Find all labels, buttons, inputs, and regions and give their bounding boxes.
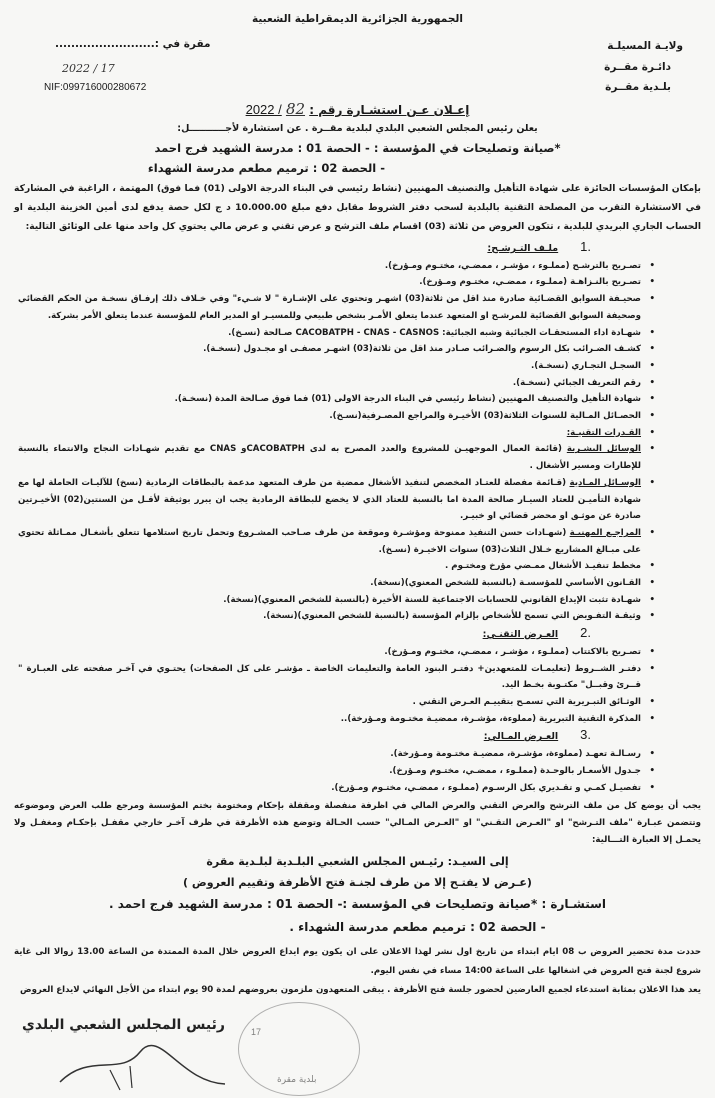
list-item-text: جـدول الأسعـار بالوحـدة (مملـوء ، ممضـي، مختـوم ومـؤرخ). bbox=[389, 765, 641, 776]
document-list-item bbox=[18, 425, 701, 442]
list-item-text: السجـل التجـاري (نسخـة). bbox=[531, 360, 641, 371]
document-list-item bbox=[18, 558, 701, 575]
stamp-number: 17 bbox=[251, 1027, 262, 1038]
list-item-text: الحصـائل المـالية للسنوات الثلاثة(03) الأخيـرة والمراجع المصـرفية(نسـخ). bbox=[329, 411, 641, 422]
list-item-label: القـدرات التقنيـة: bbox=[566, 427, 641, 438]
announcement-number: 82 bbox=[285, 100, 306, 118]
list-item-text: الوثـائق التبـريرية التي تسمـح بتقييـم العـرض التقني . bbox=[412, 696, 641, 707]
document-list-item bbox=[18, 644, 701, 661]
list-item-label: المراجـع المهنيـة bbox=[569, 527, 641, 538]
list-item-text: شهـادة تثبت الإيداع القانوني للحسابات الاجتماعية للسنة الأخيرة (بالنسبة للشخص المعنوي)(نسخة). bbox=[223, 594, 641, 605]
section-title: ملـف التـرشـح: bbox=[487, 243, 559, 254]
document-list-item bbox=[18, 274, 701, 291]
list-item-label: الوسائل البشـرية bbox=[566, 444, 641, 455]
announcement-intro: يعلن رئيس المجلس الشعبي البلدي لبلدية مقــرة . عن استشارة لأجـــــــــــل: bbox=[177, 123, 538, 134]
document-list-item bbox=[18, 711, 701, 728]
document-list-item bbox=[18, 408, 701, 425]
section-title: العـرض المـالي: bbox=[483, 731, 559, 743]
list-item-text: رقم التعريف الجبائي (نسخـة). bbox=[512, 377, 641, 388]
document-list-item bbox=[18, 325, 701, 342]
section-number: 1. bbox=[580, 239, 591, 254]
list-item-text: مخطط تنفيـذ الأشغال ممـضي مؤرخ ومختـوم . bbox=[445, 561, 641, 572]
list-item-text: دفتـر الشــروط (تعليمـات للمتعهدين+ دفتـر البنود العامة والتعليمات الخاصة ـ مؤشـر على كل الصفحات) يحتـوي في آخـر صفحته على العبـارة " قــرئ وقبــل" مكتـوبة بخـط اليد. bbox=[18, 663, 641, 691]
section-heading bbox=[18, 727, 701, 746]
list-item-text: تصـريح بالترشـح (مملـوء ، مؤشـر ، ممضـي، مختـوم ومـؤرخ). bbox=[384, 260, 641, 271]
list-item-text: القـانون الأساسي للمؤسسـة (بالنسبة للشخص المعنوي)(نسخة). bbox=[370, 578, 641, 589]
body-content bbox=[14, 179, 701, 1098]
announcement-year: / 2022 bbox=[245, 102, 282, 117]
eligibility-paragraph: بإمكان المؤسسات الحائزة على شهادة التأهيل والتصنيف المهنيين (نشاط رئيسي في البناء الدرجة الاولى (01) فما فوق) المهتمة ، الراغبة في المشاركة في الاستشارة التقرب من المصلحة التقنية بالبلدية لسحب دفتر الشروط مقابل دفع مبلغ 10.000.00 د ج لكل حصة يدفع لدى أمين الخزينة البلدية او الحساب الجاري البريدي للبلدية ، تتكون العروض من ثلاثة (03) اقسام ملف الترشح و عرض تقني و عرض مالي يحتوي كل واحد منها على الوثائق التالية: bbox=[14, 183, 701, 232]
closing-section bbox=[14, 798, 701, 939]
handwritten-date: 2022 / 17 bbox=[62, 62, 115, 75]
list-item-text: (قـائمة مفصلة للعتـاد المخصص لتنفيذ الأشغال ممضية من طرف المتعهد مدعمة بالبطاقات الرمادية (نسخ) للآليـات الحاملة لها مع شهادة التأميـن للعتاد السيـار صالحة المدة اما بالنسبة للعتاد الذي لا يخضع للبطاقة الرمادية يجب ان يبرر بوثيقة لأقـل من السنتين(02) الأخيـرتين صادرة عن موثـق او محضر قضائي او خبيـر. bbox=[18, 477, 641, 522]
nif-number: NIF:099716000280672 bbox=[44, 82, 147, 93]
document-list-item bbox=[18, 780, 701, 797]
document-list-item bbox=[18, 258, 701, 275]
list-item-label: الوسـائل المـادية bbox=[569, 477, 641, 488]
announcement-lot-1: *صيانة وتصليحات في المؤسسة : - الحصة 01 : مدرسة الشهيد فرج احمد bbox=[154, 141, 561, 155]
document-list-item bbox=[18, 375, 701, 392]
signature-block bbox=[14, 1002, 701, 1098]
document-list-item bbox=[18, 746, 701, 763]
list-item-text: شهـادة اداء المستحقـات الجبائية وشبه الجبائية: CACOBATPH - CNAS - CASNOS صـالحة (نسـخ). bbox=[228, 327, 641, 338]
list-item-text: رسـالـة تعهـد (مملوءة، مؤشـرة، ممضيـة مختـومة ومـؤرخة). bbox=[390, 749, 641, 760]
republic-title: الجمهورية الجزائرية الديمقراطية الشعبية bbox=[252, 13, 463, 25]
document-list-item bbox=[18, 441, 701, 474]
stamp-text: بلدية مقرة bbox=[277, 1075, 317, 1086]
place-date-field: مقرة في :......................... bbox=[55, 38, 211, 50]
list-item-text: المذكرة التقنية التبريرية (مملوءة، مؤشـرة، ممضيـة مختـومة ومـؤرخة).. bbox=[340, 713, 641, 724]
envelope-not-open-note: (عـرض لا يفتـح إلا من طرف لجنـة فتح الأظرفة وتقييم العروض ) bbox=[183, 876, 532, 890]
document-list-item bbox=[18, 341, 701, 358]
list-item-text: وثيقـة التفـويض التي تسمح للأشخاص بإلزام المؤسسة (بالنسبة للشخص المعنوي)(نسخة). bbox=[263, 611, 641, 622]
list-item-text: شهادة التأهيل والتصنيف المهنيين (نشاط رئيسي في البناء الدرجة الاولى (01) فما فوق صـالحة المدة (نسخـة). bbox=[174, 394, 641, 405]
announcement-title-text: إعـلان عـن استشـارة رقم : bbox=[309, 103, 470, 117]
signature-title: رئيس المجلس الشعبي البلدي bbox=[22, 1017, 225, 1034]
handwritten-signature bbox=[50, 1032, 230, 1092]
document-list-item bbox=[18, 694, 701, 711]
document-list-item bbox=[18, 475, 701, 525]
section-heading bbox=[18, 625, 701, 644]
envelope-consultation-lot-1: استشـارة : *صيانة وتصليحات في المؤسسة :- الحصة 01 : مدرسة الشهيد فرج احمد . bbox=[108, 897, 607, 912]
required-documents-list bbox=[14, 239, 701, 796]
document-list-item bbox=[18, 391, 701, 408]
section-number: 2. bbox=[580, 625, 591, 641]
municipality-stamp bbox=[238, 1002, 360, 1096]
list-item-text: (قائمة العمال الموجهيـن للمشروع والعدد المصرح به لدى CACOBATPHو CNAS مع تقديم شهـادات النجاح والانتماء بالنسبة للإطارات ومسير الأشغال . bbox=[18, 444, 641, 472]
list-item-text: تصـريح بالنـزاهـة (مملـوء ، ممضـي، مختـوم ومـؤرخ). bbox=[419, 277, 641, 288]
list-item-text: تفصيـل كمـي و تقـديري بكل الرسـوم (مملـوء ، ممضـي، مختـوم ومـؤرخ). bbox=[331, 782, 641, 793]
document-list-item bbox=[18, 608, 701, 625]
section-number: 3. bbox=[580, 727, 591, 743]
document-list-item bbox=[18, 525, 701, 558]
deadline-section bbox=[14, 943, 701, 1000]
list-item-text: تصـريح بالاكتتاب (مملـوء ، مؤشـر ، ممضـي، مختـوم ومـؤرخ). bbox=[384, 646, 641, 657]
document-list-item bbox=[18, 763, 701, 780]
wilaya-label: ولايـة المسيلـة bbox=[607, 40, 683, 52]
section-heading bbox=[18, 239, 701, 258]
envelope-consultation-lot-2: - الحصة 02 : ترميم مطعم مدرسة الشهداء . bbox=[289, 920, 546, 935]
document-list-item bbox=[18, 592, 701, 609]
envelope-instructions: يجب أن يوضع كل من ملف الترشح والعرض التقني والعرض المالي في اظرفة منفصلة ومقفلة بإحكام ومختومة بختم المؤسسة ومرجع طلب العرض وموضوعه وتتضمن عبـارة "ملف التـرشح" او "العـرض التقـني" او "العـرض المـالي" حسب الحـالة وتوضع هذه الأظرفة في ظرف آخـر خارجي مقفـل بإحكـام ومغفـل ولا يحمـل إلا العبارة التـــالية: bbox=[14, 801, 701, 846]
document-list-item bbox=[18, 291, 701, 324]
section-title: العـرض التقنـي: bbox=[482, 629, 559, 641]
daira-label: دائـرة مقــرة bbox=[604, 61, 671, 73]
list-item-text: كشـف الضـرائب بكل الرسوم والضـرائب صـادر منذ اقل من ثلاثة(03) اشهـر مصفـى او مجـدول (نسخـة). bbox=[203, 344, 641, 355]
announcement-title bbox=[0, 100, 715, 120]
envelope-addressee: إلى السيـد: رئيـس المجلس الشعبي البلـدية لبلـدية مقرة bbox=[206, 855, 509, 869]
baladiya-label: بلـدية مقــرة bbox=[605, 81, 671, 93]
list-item-text: (شهـادات حسن التنفيذ ممنوحة ومؤشـرة وموقعة من طرف صـاحب المشـروع وتحمل تاريخ استلامها تتعلق بأشغـال ممـاثلة تحتوي على مبـالغ المشاريع خـلال الثلاث(03) سنوات الاخيـرة (نسـخ). bbox=[18, 527, 641, 555]
deadline-text: حددت مدة تحضير العروض ب 08 ايام ابتداء من تاريخ اول نشر لهذا الاعلان على ان يكون يوم ايداع العروض خلال المدة الممتدة من الساعة 13.00 زوالا الى غاية شروع لجنة فتح العروض في اشغالها على الساعة 14:00 مساء في نفس اليوم. bbox=[14, 947, 702, 977]
announcement-lot-2: - الحصة 02 : ترميم مطعم مدرسة الشهداء bbox=[147, 161, 385, 175]
document-list-item bbox=[18, 575, 701, 592]
invitation-text: يعد هذا الاعلان بمثابة استدعاء لجميع العارضين لحضور جلسة فتح الأظرفة . يبقى المتعهدون ملزمون بعروضهم لمدة 90 يوم ابتداء من الأجل النهائي لايداع العروض bbox=[20, 985, 701, 996]
document-list-item bbox=[18, 661, 701, 694]
list-item-text: صحيـفة السوابق القضـائية صادرة منذ اقل من ثلاثة(03) اشهـر وتحتوي على الإشـارة " لا شـيء" وفي خـلاف ذلك إرفـاق نسخـة من الحكم القضائي وصحيفة السوابق القضائية للمرشـح او المتعهد عندما يتعلق الأمـر بشخص طبيعي وللمسيـر او المدير العام للمؤسسة عندما يتعلق الأمر بشركة. bbox=[18, 294, 641, 321]
document-list-item bbox=[18, 358, 701, 375]
